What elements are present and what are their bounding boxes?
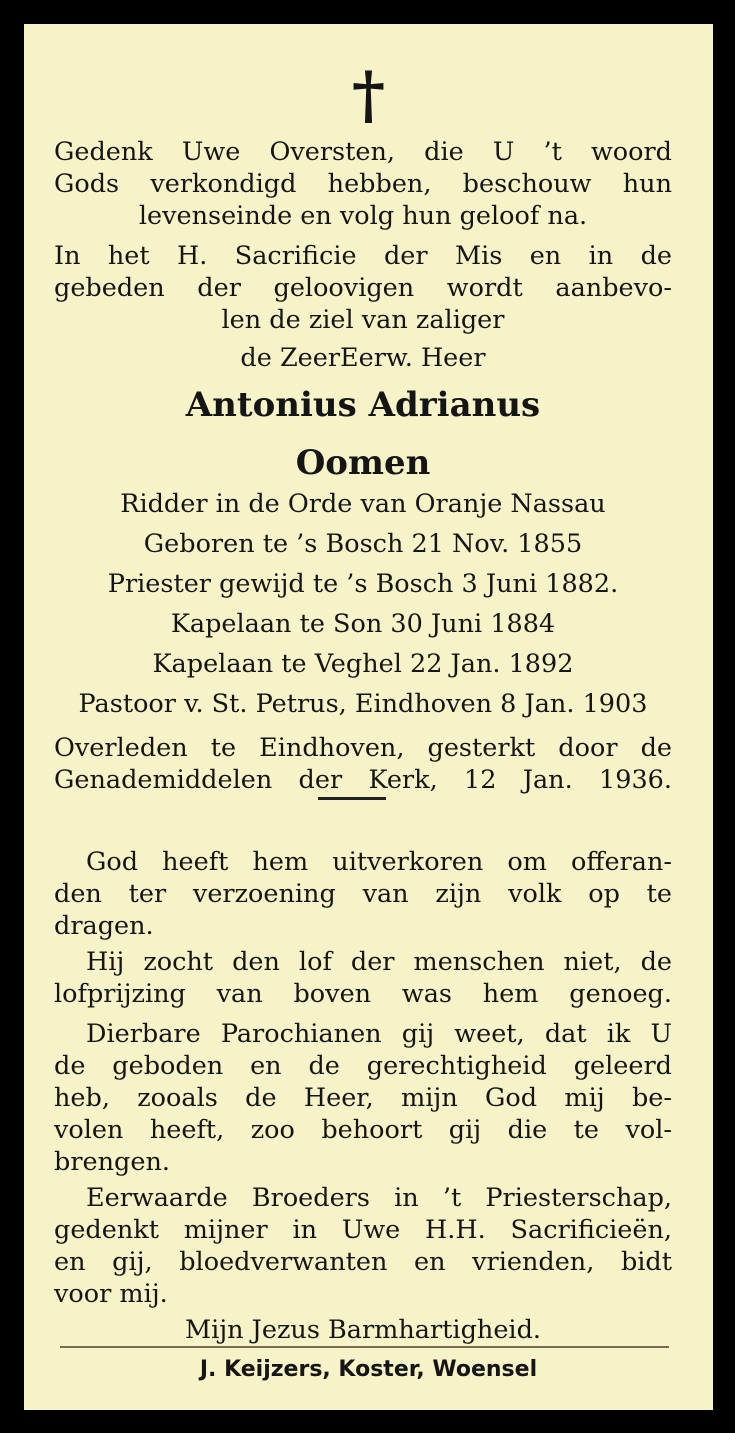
footer-divider xyxy=(60,1346,669,1348)
text-line: len de ziel van zaliger xyxy=(221,305,505,335)
text-line: dragen. xyxy=(54,911,154,941)
text-line: gebeden der geloovigen wordt aanbevo- xyxy=(54,273,672,303)
memorial-card xyxy=(24,24,713,1410)
text-line: Eerwaarde Broeders in ’t Priesterschap, xyxy=(86,1183,672,1213)
paragraph-4 xyxy=(54,1182,672,1310)
text-line: volen heeft, zoo behoort gij die te vol- xyxy=(54,1115,672,1145)
text-line: en gij, bloedverwanten en vrienden, bidt xyxy=(54,1247,672,1277)
honorific-title: de ZeerEerw. Heer xyxy=(240,343,486,373)
text-line: Genademiddelen der Kerk, 12 Jan. 1936. xyxy=(54,765,672,795)
commendation xyxy=(54,240,672,336)
intro-verse xyxy=(54,136,672,232)
text-line: lofprijzing van boven was hem genoeg. xyxy=(54,979,672,1009)
text-line: brengen. xyxy=(54,1147,170,1177)
text-line: heb, zooals de Heer, mijn God mij be- xyxy=(54,1083,672,1113)
date-line: Pastoor v. St. Petrus, Eindhoven 8 Jan. 1903 xyxy=(78,689,648,719)
date-line: Kapelaan te Veghel 22 Jan. 1892 xyxy=(152,649,574,679)
text-line: Gods verkondigd hebben, beschouw hun xyxy=(54,169,672,199)
text-line: voor mij. xyxy=(54,1279,168,1309)
biography-dates xyxy=(54,484,672,724)
family-name: Oomen xyxy=(295,443,431,483)
text-line: God heeft hem uitverkoren om offeran- xyxy=(86,847,672,877)
text-line: den ter verzoening van zijn volk op te xyxy=(54,879,672,909)
date-line: Geboren te ’s Bosch 21 Nov. 1855 xyxy=(143,529,583,559)
death-notice xyxy=(54,732,672,796)
text-line: levenseinde en volg hun geloof na. xyxy=(138,201,588,231)
printer-credit: J. Keijzers, Koster, Woensel xyxy=(199,1357,538,1382)
text-line: Gedenk Uwe Oversten, die U ’t woord xyxy=(54,137,672,167)
title-line-block xyxy=(54,342,672,374)
date-line: Kapelaan te Son 30 Juni 1884 xyxy=(170,609,556,639)
text-line: In het H. Sacrificie der Mis en in de xyxy=(54,241,672,271)
paragraph-1 xyxy=(54,846,672,942)
date-line: Ridder in de Orde van Oranje Nassau xyxy=(120,489,606,519)
given-names: Antonius Adrianus xyxy=(185,385,541,425)
underline-rule xyxy=(318,797,386,800)
text-line: Overleden te Eindhoven, gesterkt door de xyxy=(54,733,672,763)
date-line: Priester gewijd te ’s Bosch 3 Juni 1882. xyxy=(107,569,619,599)
text-line: Dierbare Parochianen gij weet, dat ik U xyxy=(86,1019,672,1049)
text-line: Hij zocht den lof der menschen niet, de xyxy=(86,947,672,977)
text-line: de geboden en de gerechtigheid geleerd xyxy=(54,1051,672,1081)
paragraph-3 xyxy=(54,1018,672,1178)
paragraph-2 xyxy=(54,946,672,1010)
text-line: gedenkt mijner in Uwe H.H. Sacrificieën, xyxy=(54,1215,672,1245)
closing-line: Mijn Jezus Barmhartigheid. xyxy=(184,1315,542,1345)
cross-icon: † xyxy=(351,58,386,133)
deceased-name xyxy=(54,376,672,492)
closing-invocation xyxy=(54,1314,672,1346)
